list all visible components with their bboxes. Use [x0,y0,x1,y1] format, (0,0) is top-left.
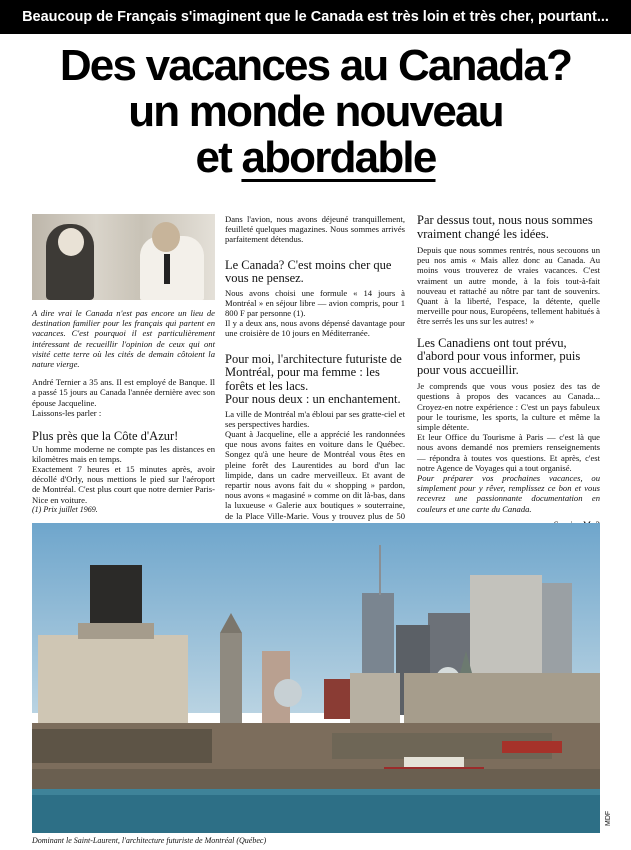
price-footnote: (1) Prix juillet 1969. [32,505,98,514]
section-heading: Pour moi, l'architecture futuriste de Montréal, pour ma femme : les forêts et les lacs. [225,351,402,393]
river-reflection [32,789,600,795]
ship-cabin [404,757,464,767]
coupon-paragraph: Pour préparer vos prochaines vacances, ou simplement pour y rêver, remplissez ce bon et vous recevrez une passionnante documentation en couleurs et une carte du Canada. [417,472,600,514]
montreal-skyline-photo [32,523,600,833]
man-tie [164,254,170,284]
couple-photo [32,214,215,300]
harbour-roof [78,623,154,639]
man-face [152,222,180,252]
body-paragraph: Et leur Office du Tourisme à Paris — c'est là que nous avons demandé nos premiers renseignements — répondra à toutes vos questions. Et après, c'est notre Agence de Voyages qui a tout organisé. [417,432,600,473]
body-paragraph: Laissons-les parler : [32,407,102,418]
body-paragraph: Je comprends que vous vous posiez des tas de questions à propos des vacances au Canada... Croyez-en notre expérience : C'est un pays fabuleux pour le tourisme, les sports, la culture et même la simple détente. [417,381,600,432]
intro-paragraph: A dire vrai le Canada n'est pas encore un lieu de destination familier pour les français qui partent en vacances. C'est pourquoi il est particulièrement intéressant de recueillir l'opinion de ceux qui ont visité cette terre où les cités de demain côtoient la nature vierge. [32,308,215,370]
column-1 [32,214,215,505]
section-heading: Par dessus tout, nous nous sommes vraiment changé les idées. [417,213,593,241]
red-dock [502,741,562,753]
body-paragraph: Il y a deux ans, nous avons dépensé davantage pour une croisière de 10 jours en Méditerranée. [225,318,405,339]
section-heading: Pour nous deux : un enchantement. [225,392,401,407]
body-paragraph: Un homme moderne ne compte pas les distances en kilomètres mais en temps. [32,443,215,464]
body-paragraph: Depuis que nous sommes rentrés, nous secouons un peu nos amis « Mais allez donc au Canada. Au moins vous trouverez de vraies vacances. C'est vraiment un autre monde, à la fois tout-à-fait nouveau et rattaché au nôtre par tant de souvenirs. Quant à la liberté, l'espace, la détente, quelle merveille pour nous, Européens, tellement habitués à être serrés les uns sur les autres! » [417,245,600,327]
headline-underlined-word: abordable [241,133,436,182]
antenna [379,545,381,595]
headline-line-2: un monde nouveau [128,87,503,136]
old-town [404,673,600,723]
column-2 [225,214,405,531]
body-paragraph: Quant à Jacqueline, elle a apprécié les randonnées que nous avons faites en voiture dans le Québec. Songez qu'à une heure de Montréal vous êtes en pleine forêt des Laurentides au bord d'un lac limpide, dans un cadre merveilleux. Et avant de repartir nous avons fait du « shopping » pardon, nous avons « magasiné » comme on dit là-bas, dans la luxueuse « Galerie aux boutiques » souterraine, de la Place Ville-Marie. Vous y trouvez plus de 50 [225,429,405,521]
woman-face [58,228,84,256]
section-heading: Le Canada? C'est moins cher que vous ne pensez. [225,257,392,286]
top-banner: Beaucoup de Français s'imaginent que le Canada est très loin et très cher, pourtant... [0,0,631,34]
body-paragraph: Nous avons choisi une formule « 14 jours à Montréal » en séjour libre — avion compris, pour 1 800 F par personne (1). [225,287,405,319]
river [32,789,600,833]
section-heading: Plus près que la Côte d'Azur! [32,429,179,444]
body-paragraph: Dans l'avion, nous avons déjeuné tranquillement, feuilleté quelques magazines. Nous sommes arrivés parfaitement détendus. [225,214,405,245]
red-building [324,679,350,719]
photo-credit: MDF [605,810,612,826]
headline-line-3 [0,133,631,182]
headline-line-3-prefix: et [195,133,242,182]
body-paragraph: Exactement 7 heures et 15 minutes après, avoir décollé d'Orly, nous mettions le pied sur l'aéroport de Montréal. C'est plus court que notre dernier Paris-Nice en voiture. [32,463,215,505]
headline-line-1: Des vacances au Canada? [59,41,572,90]
photo-caption: Dominant le Saint-Laurent, l'architecture futuriste de Montréal (Québec) [32,836,267,845]
body-paragraph: André Ternier a 35 ans. Il est employé de Banque. Il a passé 15 jours au Canada l'année dernière avec son épouse Jacqueline. [32,377,215,408]
section-heading: Les Canadiens ont tout prévu, d'abord pour vous informer, puis pour vous accueillir. [417,335,581,377]
dock-warehouse [32,729,212,763]
quay [32,769,600,789]
stone-building [350,673,400,725]
dome [274,679,302,707]
column-3 [417,214,600,570]
body-paragraph: La ville de Montréal m'a ébloui par ses gratte-ciel et ses perspectives hardies. [225,408,405,429]
